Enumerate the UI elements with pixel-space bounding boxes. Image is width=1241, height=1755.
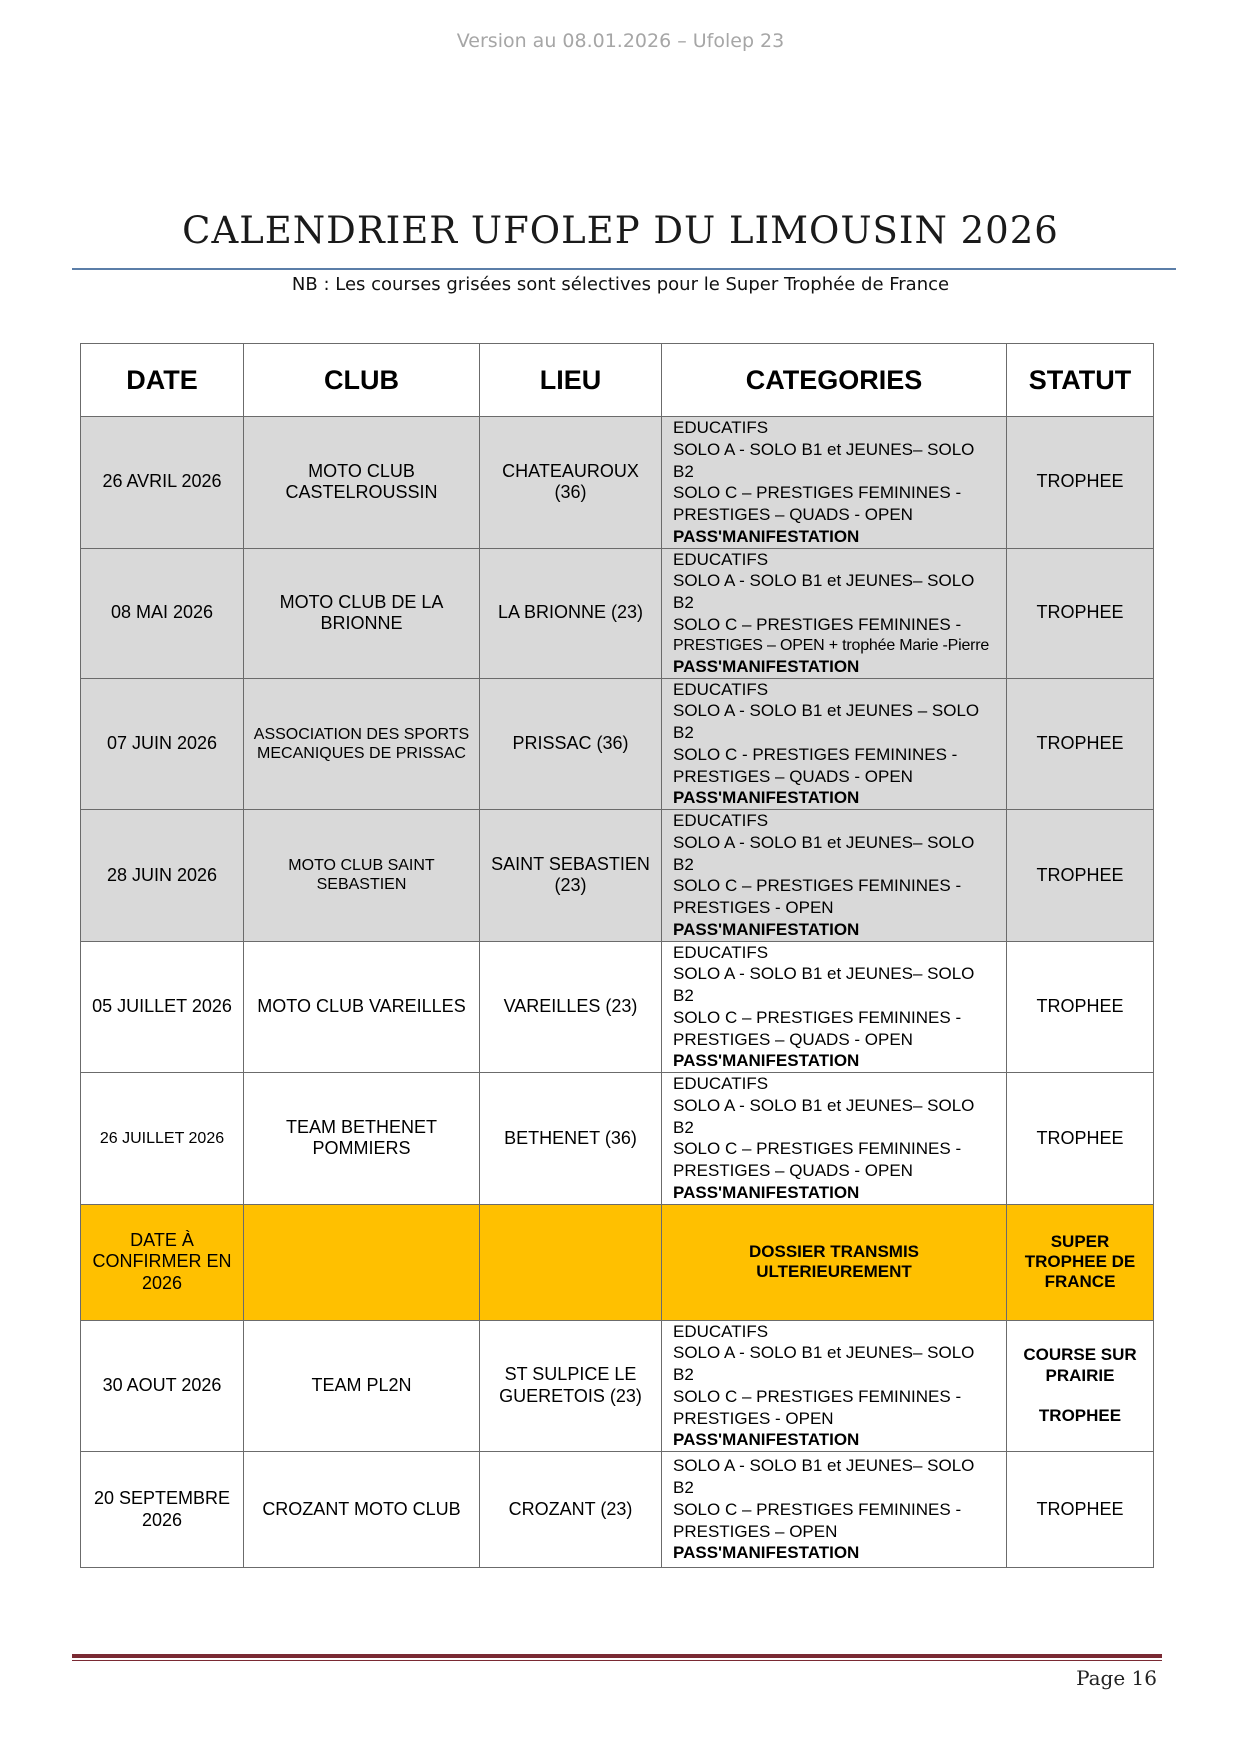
cell-categories xyxy=(662,941,1007,1073)
cell-date: DATE À CONFIRMER EN 2026 xyxy=(81,1204,244,1320)
cell-lieu: CROZANT (23) xyxy=(480,1452,662,1568)
table-row xyxy=(81,810,1154,942)
title-rule xyxy=(72,268,1176,270)
category-line: SOLO A - SOLO B1 et JEUNES – SOLO B2 xyxy=(673,701,980,743)
category-line: SOLO A - SOLO B1 et JEUNES– SOLO B2 xyxy=(673,1343,975,1385)
header-categories: CATEGORIES xyxy=(662,344,1007,417)
page-number: Page 16 xyxy=(1076,1666,1157,1690)
footer-rule-thin xyxy=(72,1660,1162,1661)
category-line: PRESTIGES – QUADS - OPEN xyxy=(673,766,913,786)
table-row xyxy=(81,1320,1154,1452)
cell-statut: TROPHEE xyxy=(1007,810,1154,942)
cell-club: TEAM PL2N xyxy=(244,1320,480,1452)
category-pass: PASS'MANIFESTATION xyxy=(673,1182,860,1202)
version-header: Version au 08.01.2026 – Ufolep 23 xyxy=(456,30,785,52)
cell-categories xyxy=(662,678,1007,810)
cell-date: 30 AOUT 2026 xyxy=(81,1320,244,1452)
table-row xyxy=(81,1073,1154,1205)
cell-club: MOTO CLUB CASTELROUSSIN xyxy=(244,417,480,549)
category-line: PRESTIGES – QUADS - OPEN xyxy=(673,1161,913,1181)
category-pass: PASS'MANIFESTATION xyxy=(673,1543,860,1563)
cell-categories xyxy=(662,1320,1007,1452)
cell-categories xyxy=(662,1073,1007,1205)
cell-date: 20 SEPTEMBRE 2026 xyxy=(81,1452,244,1568)
cell-categories xyxy=(662,1452,1007,1568)
category-line: PRESTIGES – OPEN xyxy=(673,1521,838,1541)
header-statut: STATUT xyxy=(1007,344,1154,417)
category-pass: PASS'MANIFESTATION xyxy=(673,656,860,676)
cell-categories: DOSSIER TRANSMIS ULTERIEUREMENT xyxy=(662,1204,1007,1320)
header-lieu: LIEU xyxy=(480,344,662,417)
cell-statut xyxy=(1007,1320,1154,1452)
cell-statut: TROPHEE xyxy=(1007,678,1154,810)
cell-club: MOTO CLUB SAINT SEBASTIEN xyxy=(244,810,480,942)
table-row xyxy=(81,417,1154,549)
cell-club: TEAM BETHENET POMMIERS xyxy=(244,1073,480,1205)
cell-lieu: ST SULPICE LE GUERETOIS (23) xyxy=(480,1320,662,1452)
calendar-table xyxy=(80,343,1154,1568)
cell-club: CROZANT MOTO CLUB xyxy=(244,1452,480,1568)
category-pass: PASS'MANIFESTATION xyxy=(673,788,860,808)
statut-spacer xyxy=(1015,1386,1145,1406)
table-row xyxy=(81,1452,1154,1568)
page-title: CALENDRIER UFOLEP DU LIMOUSIN 2026 xyxy=(182,209,1059,252)
note-text: NB : Les courses grisées sont sélectives pour le Super Trophée de France xyxy=(291,274,950,295)
table-row xyxy=(81,678,1154,810)
category-line: SOLO A - SOLO B1 et JEUNES– SOLO B2 xyxy=(673,1456,975,1498)
cell-statut: TROPHEE xyxy=(1007,1452,1154,1568)
table-header-row xyxy=(81,344,1154,417)
cell-lieu: PRISSAC (36) xyxy=(480,678,662,810)
category-line: EDUCATIFS xyxy=(673,679,769,699)
category-line: EDUCATIFS xyxy=(673,1074,769,1094)
table-row-highlight xyxy=(81,1204,1154,1320)
cell-statut: TROPHEE xyxy=(1007,548,1154,678)
cell-statut: SUPER TROPHEE DE FRANCE xyxy=(1007,1204,1154,1320)
category-line: EDUCATIFS xyxy=(673,811,769,831)
cell-categories xyxy=(662,548,1007,678)
cell-date: 28 JUIN 2026 xyxy=(81,810,244,942)
cell-lieu: VAREILLES (23) xyxy=(480,941,662,1073)
table-row xyxy=(81,548,1154,678)
cell-date: 08 MAI 2026 xyxy=(81,548,244,678)
category-line: PRESTIGES – QUADS - OPEN xyxy=(673,505,913,524)
category-line: SOLO C – PRESTIGES FEMININES - xyxy=(673,1007,962,1027)
cell-lieu xyxy=(480,1204,662,1320)
cell-categories xyxy=(662,810,1007,942)
category-line: PRESTIGES – OPEN + trophée Marie -Pierre xyxy=(673,636,990,654)
category-line: SOLO C – PRESTIGES FEMININES - xyxy=(673,614,962,634)
category-line: SOLO A - SOLO B1 et JEUNES– SOLO B2 xyxy=(673,964,975,1006)
cell-date: 05 JUILLET 2026 xyxy=(81,941,244,1073)
category-line: SOLO A - SOLO B1 et JEUNES– SOLO B2 xyxy=(673,439,975,481)
category-line: SOLO A - SOLO B1 et JEUNES– SOLO B2 xyxy=(673,1095,975,1137)
cell-statut: TROPHEE xyxy=(1007,1073,1154,1205)
cell-statut: TROPHEE xyxy=(1007,417,1154,549)
category-line: PRESTIGES - OPEN xyxy=(673,1408,834,1428)
cell-categories xyxy=(662,417,1007,549)
category-pass: PASS'MANIFESTATION xyxy=(673,526,860,546)
category-line: EDUCATIFS xyxy=(673,1321,769,1341)
table-row xyxy=(81,941,1154,1073)
category-line: PRESTIGES – QUADS - OPEN xyxy=(673,1029,913,1049)
category-pass: PASS'MANIFESTATION xyxy=(673,919,860,939)
statut-prairie: COURSE SUR PRAIRIE xyxy=(1023,1345,1137,1385)
category-pass: PASS'MANIFESTATION xyxy=(673,1430,860,1450)
cell-club: MOTO CLUB DE LA BRIONNE xyxy=(244,548,480,678)
category-line: SOLO A - SOLO B1 et JEUNES– SOLO B2 xyxy=(673,571,975,612)
category-line: PRESTIGES - OPEN xyxy=(673,898,834,918)
category-line: SOLO C – PRESTIGES FEMININES - xyxy=(673,1386,962,1406)
cell-club xyxy=(244,1204,480,1320)
category-line: EDUCATIFS xyxy=(673,418,769,437)
cell-lieu: BETHENET (36) xyxy=(480,1073,662,1205)
footer-rule xyxy=(72,1654,1162,1658)
category-pass: PASS'MANIFESTATION xyxy=(673,1051,860,1071)
cell-statut: TROPHEE xyxy=(1007,941,1154,1073)
cell-lieu: SAINT SEBASTIEN (23) xyxy=(480,810,662,942)
category-line: SOLO C – PRESTIGES FEMININES - xyxy=(673,876,962,896)
cell-date: 07 JUIN 2026 xyxy=(81,678,244,810)
cell-date: 26 JUILLET 2026 xyxy=(81,1073,244,1205)
category-line: SOLO C – PRESTIGES FEMININES - xyxy=(673,1499,962,1519)
statut-trophee: TROPHEE xyxy=(1038,1406,1122,1426)
category-line: EDUCATIFS xyxy=(673,942,769,962)
cell-lieu: CHATEAUROUX (36) xyxy=(480,417,662,549)
category-line: SOLO A - SOLO B1 et JEUNES– SOLO B2 xyxy=(673,832,975,874)
category-line: EDUCATIFS xyxy=(673,549,769,569)
header-date: DATE xyxy=(81,344,244,417)
category-line: SOLO C - PRESTIGES FEMININES - xyxy=(673,744,958,764)
cell-club: MOTO CLUB VAREILLES xyxy=(244,941,480,1073)
header-club: CLUB xyxy=(244,344,480,417)
category-line: SOLO C – PRESTIGES FEMININES - xyxy=(673,1139,962,1159)
cell-lieu: LA BRIONNE (23) xyxy=(480,548,662,678)
cell-club: ASSOCIATION DES SPORTS MECANIQUES DE PRISSAC xyxy=(244,678,480,810)
cell-date: 26 AVRIL 2026 xyxy=(81,417,244,549)
category-line: SOLO C – PRESTIGES FEMININES - xyxy=(673,483,962,503)
